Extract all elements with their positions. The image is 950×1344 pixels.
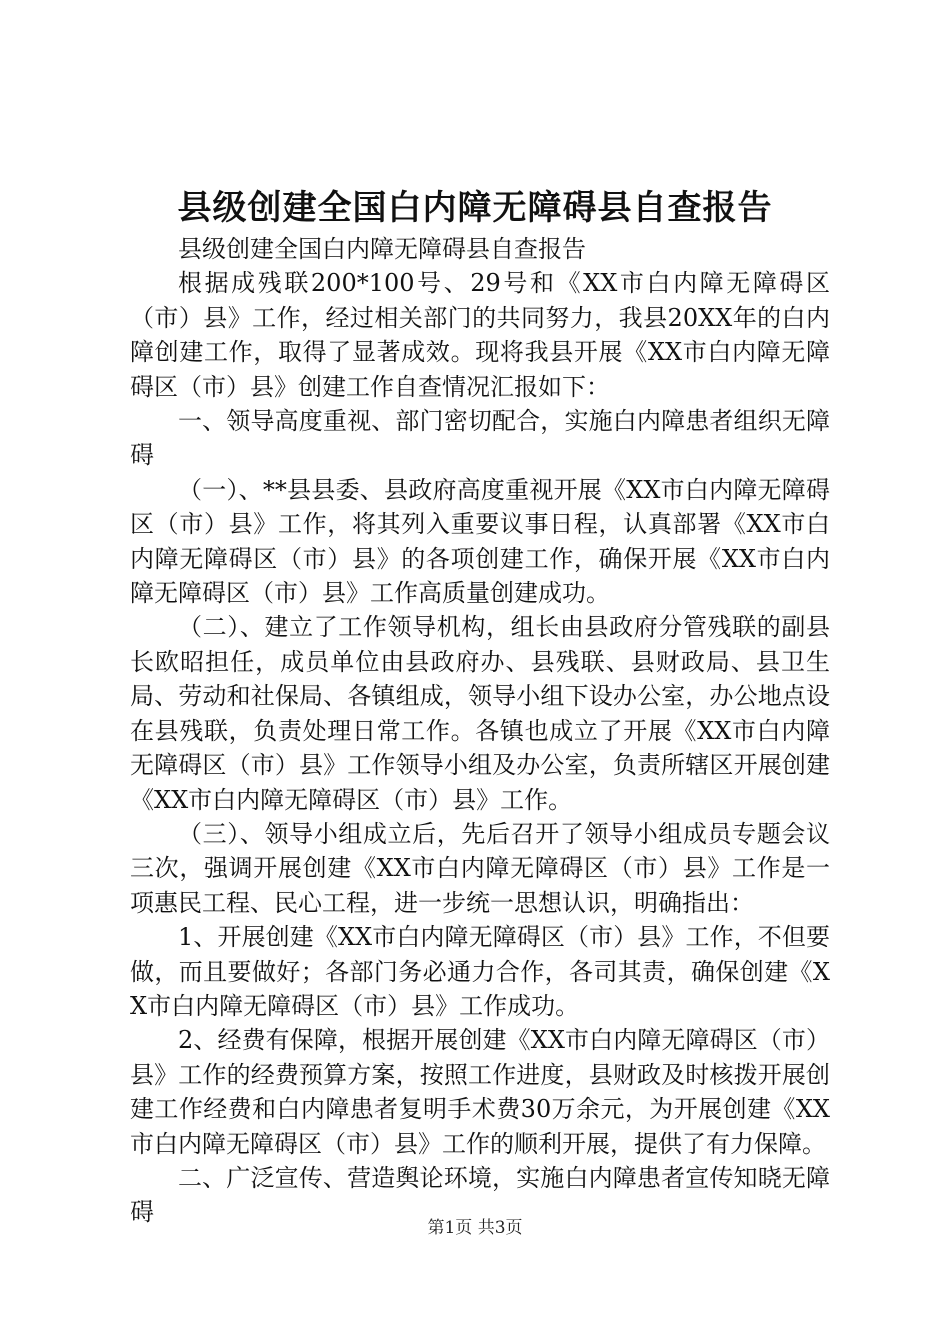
section-heading-2: 二、广泛宣传、营造舆论环境，实施白内障患者宣传知晓无障碍 (130, 1163, 830, 1227)
paragraph-item-3: （三）、领导小组成立后，先后召开了领导小组成员专题会议三次，强调开展创建《XX市白内障无障碍区（市）县》工作是一项惠民工程、民心工程，进一步统一思想认识，明确指出： (130, 819, 830, 917)
paragraph-intro: 根据成残联200*100号、29号和《XX市白内障无障碍区（市）县》工作，经过相关部门的共同努力，我县20XX年的白内障创建工作，取得了显著成效。现将我县开展《XX市白内障无障碍区（市）县》创建工作自查情况汇报如下： (130, 269, 830, 401)
paragraph-point-1: 1、开展创建《XX市白内障无障碍区（市）县》工作，不但要做，而且要做好；各部门务必通力合作，各司其责，确保创建《XX市白内障无障碍区（市）县》工作成功。 (130, 923, 830, 1020)
section-heading-1: 一、领导高度重视、部门密切配合，实施白内障患者组织无障碍 (130, 407, 830, 470)
paragraph-item-2: （二）、建立了工作领导机构，组长由县政府分管残联的副县长欧昭担任，成员单位由县政府办、县残联、县财政局、县卫生局、劳动和社保局、各镇组成，领导小组下设办公室，办公地点设在县残联，负责处理日常工作。各镇也成立了开展《XX市白内障无障碍区（市）县》工作领导小组及办公室，负责所辖区开展创建《XX市白内障无障碍区（市）县》工作。 (130, 613, 830, 814)
page-number: 第1页 共3页 (427, 1218, 523, 1238)
document-title: 县级创建全国白内障无障碍县自查报告 (177, 188, 773, 228)
document-body (130, 232, 830, 1230)
paragraph-point-2: 2、经费有保障，根据开展创建《XX市白内障无障碍区（市）县》工作的经费预算方案，按照工作进度，县财政及时核拨开展创建工作经费和白内障患者复明手术费30万余元，为开展创建《XX市白内障无障碍区（市）县》工作的顺利开展，提供了有力保障。 (130, 1026, 830, 1158)
paragraph-subtitle: 县级创建全国白内障无障碍县自查报告 (178, 235, 586, 263)
paragraph-item-1: （一）、**县县委、县政府高度重视开展《XX市白内障无障碍区（市）县》工作，将其列入重要议事日程，认真部署《XX市白内障无障碍区（市）县》的各项创建工作，确保开展《XX市白内障无障碍区（市）县》工作高质量创建成功。 (130, 475, 830, 608)
